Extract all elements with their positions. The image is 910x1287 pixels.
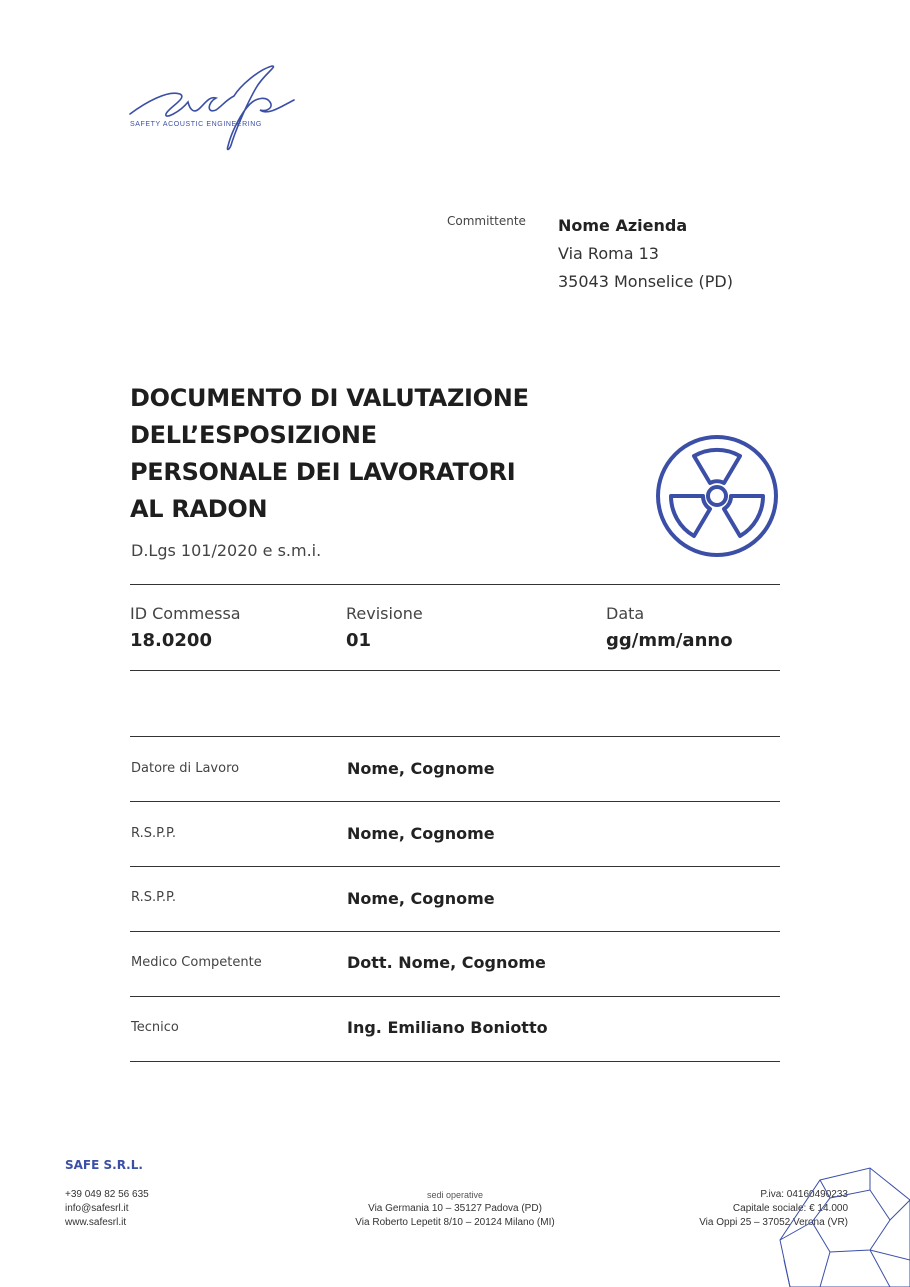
- footer-phone[interactable]: +39 049 82 56 635: [65, 1189, 149, 1200]
- role-label: Medico Competente: [131, 955, 262, 970]
- document-subtitle: D.Lgs 101/2020 e s.m.i.: [131, 541, 322, 560]
- title-line: DOCUMENTO DI VALUTAZIONE: [130, 384, 529, 412]
- id-label: ID Commessa: [130, 604, 241, 623]
- role-label: Datore di Lavoro: [131, 761, 240, 776]
- radiation-icon: [654, 433, 780, 559]
- revision-value: 01: [346, 630, 372, 651]
- footer-sede-legale: Via Oppi 25 – 37052 Verona (VR): [699, 1217, 848, 1228]
- logo-tagline: SAFETY ACOUSTIC ENGINEERING: [130, 121, 262, 128]
- footer-sedi-label: sedi operative: [426, 1190, 484, 1200]
- divider: [130, 866, 780, 867]
- role-label: Tecnico: [131, 1020, 179, 1035]
- date-value: gg/mm/anno: [606, 630, 733, 651]
- divider: [130, 1061, 780, 1062]
- title-line: DELL’ESPOSIZIONE: [130, 421, 377, 449]
- date-label: Data: [606, 604, 645, 623]
- footer-email[interactable]: info@safesrl.it: [65, 1203, 129, 1214]
- client-street: Via Roma 13: [558, 244, 659, 263]
- footer-company: SAFE S.R.L.: [65, 1158, 143, 1172]
- client-city: 35043 Monselice (PD): [558, 272, 733, 291]
- divider: [130, 736, 780, 737]
- divider: [130, 801, 780, 802]
- safe-logo: [128, 62, 298, 154]
- footer-piva: P.iva: 04160490233: [760, 1189, 848, 1200]
- footer-web[interactable]: www.safesrl.it: [65, 1217, 127, 1228]
- title-line: PERSONALE DEI LAVORATORI: [130, 458, 516, 486]
- revision-label: Revisione: [346, 604, 423, 623]
- footer-capitale: Capitale sociale: € 14.000: [732, 1203, 848, 1214]
- client-address: [558, 212, 733, 296]
- geometric-decoration-icon: [770, 1160, 910, 1287]
- person-name: Nome, Cognome: [347, 759, 495, 778]
- footer-contacts: [65, 1188, 149, 1230]
- client-label: Committente: [447, 214, 526, 228]
- divider: [130, 670, 780, 671]
- footer-sede: Via Roberto Lepetit 8/10 – 20124 Milano (MI): [355, 1217, 555, 1228]
- document-title: [130, 380, 550, 528]
- role-label: R.S.P.P.: [131, 890, 176, 905]
- person-name: Dott. Nome, Cognome: [347, 953, 546, 972]
- divider: [130, 996, 780, 997]
- person-name: Ing. Emiliano Boniotto: [347, 1018, 548, 1037]
- divider: [130, 584, 780, 585]
- person-name: Nome, Cognome: [347, 824, 495, 843]
- role-label: R.S.P.P.: [131, 826, 176, 841]
- title-line: AL RADON: [130, 495, 268, 523]
- id-value: 18.0200: [130, 630, 212, 651]
- person-name: Nome, Cognome: [347, 889, 495, 908]
- footer-sede: Via Germania 10 – 35127 Padova (PD): [368, 1203, 542, 1214]
- divider: [130, 931, 780, 932]
- footer-sedi: [330, 1188, 580, 1230]
- client-name: Nome Azienda: [558, 216, 688, 235]
